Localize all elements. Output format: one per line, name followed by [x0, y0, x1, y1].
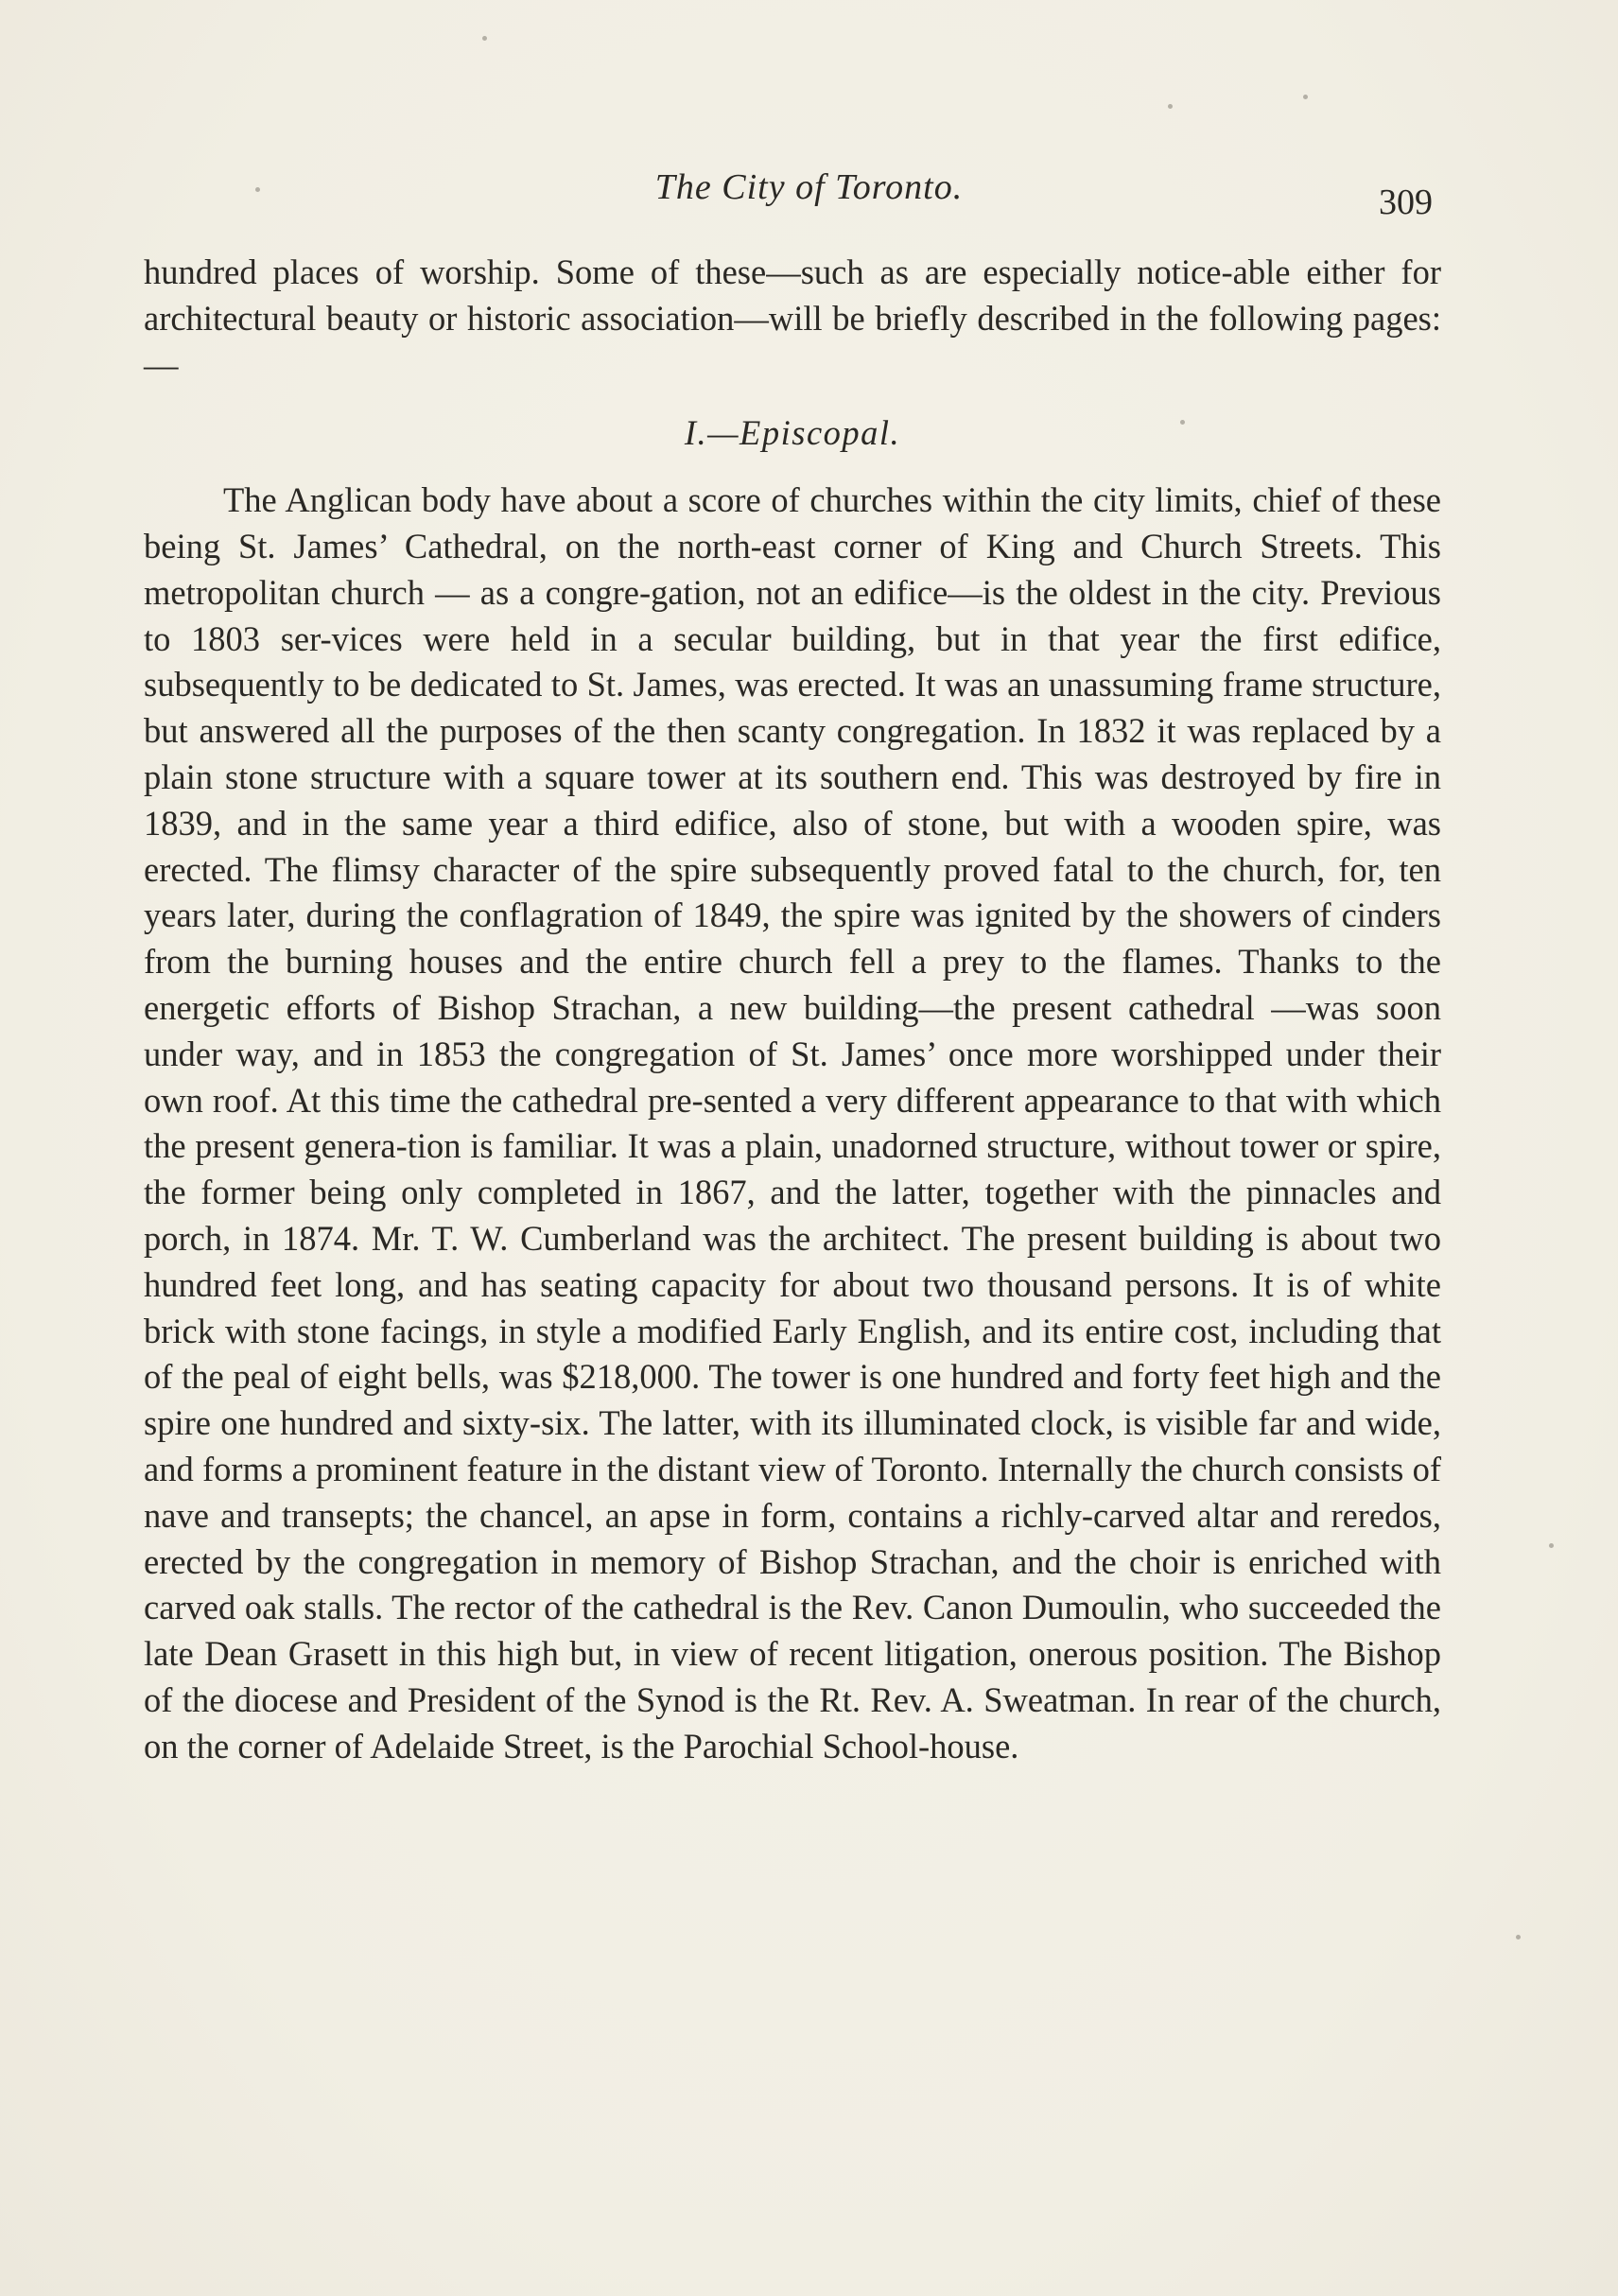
paper-speck — [1303, 95, 1308, 99]
paper-speck — [1168, 104, 1173, 109]
paper-speck — [255, 187, 260, 192]
section-heading: I.—Episcopal. — [684, 413, 901, 453]
paper-speck — [1180, 420, 1185, 425]
main-paragraph: The Anglican body have about a score of churches within the city limits, chief of these being St. James’ Cathedral, on the north-east corner of King and Church Streets. This metropolitan church — as a congre-gation, not an edifice—is the oldest in the city. Previous to 1803 ser-vices were held in a secular building, but in that year the first edifice, subsequently to be dedicated to St. James, was erected. It was an unassuming frame structure, but answered all the purposes of the then scanty congregation. In 1832 it was replaced by a plain stone structure with a square tower at its southern end. This was destroyed by fire in 1839, and in the same year a third edifice, also of stone, but with a wooden spire, was erected. The flimsy character of the spire subsequently proved fatal to the church, for, ten years later, during the conflagration of 1849, the spire was ignited by the showers of cinders from the burning houses and the entire church fell a prey to the flames. Thanks to the energetic efforts of Bishop Strachan, a new building—the present cathedral —was soon under way, and in 1853 the congregation of St. James’ once more worshipped under their own roof. At this time the cathedral pre-sented a very different appearance to that with which the present genera-tion is familiar. It was a plain, unadorned structure, without tower or spire, the former being only completed in 1867, and the latter, together with the pinnacles and porch, in 1874. Mr. T. W. Cumberland was the architect. The present building is about two hundred feet long, and has seating capacity for about two thousand persons. It is of white brick with stone facings, in style a modified Early English, and its entire cost, including that of the peal of eight bells, was $218,000. The tower is one hundred and forty feet high and the spire one hundred and sixty-six. The latter, with its illuminated clock, is visible far and wide, and forms a prominent feature in the distant view of Toronto. Internally the church consists of nave and transepts; the chancel, an apse in form, contains a richly-carved altar and reredos, erected by the congregation in memory of Bishop Strachan, and the choir is enriched with carved oak stalls. The rector of the cathedral is the Rev. Canon Dumoulin, who succeeded the late Dean Grasett in this high but, in view of recent litigation, onerous position. The Bishop of the diocese and President of the Synod is the Rt. Rev. A. Sweatman. In rear of the church, on the corner of Adelaide Street, is the Parochial School-house. — [144, 480, 1441, 1765]
paper-speck — [1549, 1543, 1554, 1548]
paper-speck — [482, 36, 487, 41]
opening-paragraph: hundred places of worship. Some of these—such as are especially notice-able either for architectural beauty or historic association—will be briefly described in the following pages:— — [144, 252, 1441, 384]
page-number: 309 — [1379, 183, 1433, 222]
running-header — [0, 166, 1618, 222]
paper-speck — [1516, 1935, 1521, 1939]
running-title: The City of Toronto. — [654, 167, 964, 207]
body-text — [144, 250, 1441, 1770]
